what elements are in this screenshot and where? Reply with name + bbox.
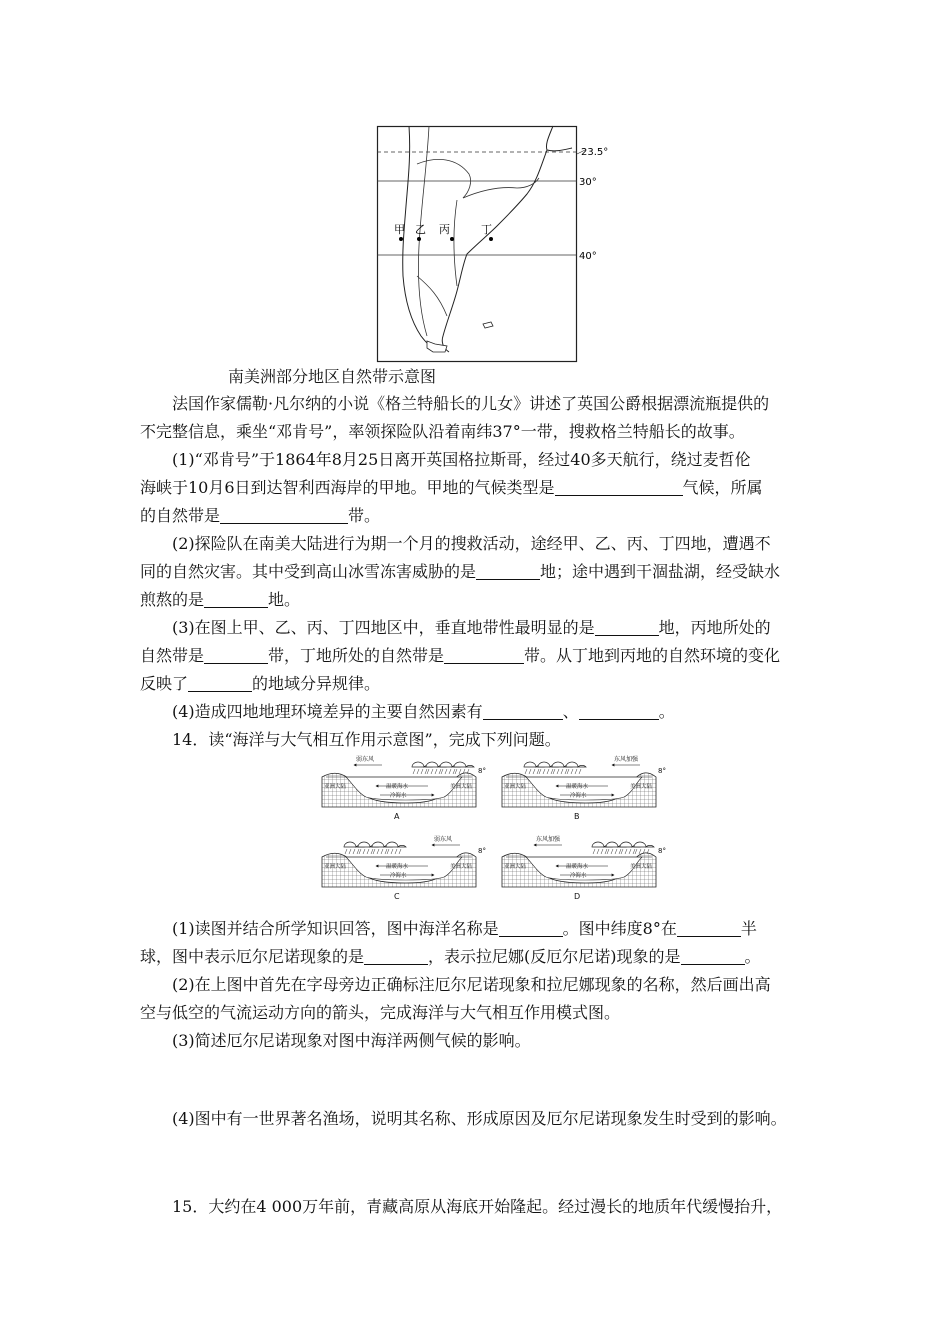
- warm-water-label: 温暖海水: [566, 784, 589, 790]
- rain-icon: [611, 849, 613, 854]
- rain-icon: [371, 849, 373, 854]
- rain-icon: [579, 769, 581, 774]
- answer-blank[interactable]: [204, 591, 268, 608]
- answer-blank[interactable]: [364, 948, 428, 965]
- q2-line-3: 煎熬的是 地。: [140, 590, 301, 609]
- rain-icon: [547, 769, 549, 774]
- panel-label: A: [394, 812, 400, 821]
- point-yi: [417, 237, 421, 241]
- asia-label: 亚洲大陆: [504, 784, 527, 790]
- america-label: 美洲大陆: [630, 864, 653, 870]
- america-label: 美洲大陆: [630, 784, 653, 790]
- label-bing: 丙: [439, 223, 450, 236]
- q14-2-line-1: (2)在上图中首先在字母旁边正确标注厄尔尼诺现象和拉尼娜现象的名称，然后画出高: [172, 975, 771, 994]
- ocean-atmosphere-diagram: [316, 755, 664, 915]
- q4-line: (4)造成四地地理环境差异的主要自然因素有 、 。: [172, 702, 675, 721]
- rain-icon: [445, 769, 447, 774]
- rain-icon: [551, 769, 553, 774]
- rain-icon: [597, 849, 599, 854]
- point-bing: [450, 237, 454, 241]
- answer-blank[interactable]: [444, 647, 524, 664]
- rain-icon: [387, 849, 389, 854]
- rain-icon: [633, 849, 635, 854]
- rain-icon: [593, 849, 595, 854]
- q3-line-3: 反映了 的地域分异规律。: [140, 674, 381, 693]
- rain-icon: [553, 769, 555, 774]
- rain-icon: [539, 769, 541, 774]
- answer-blank[interactable]: [188, 675, 252, 692]
- rain-icon: [417, 769, 419, 774]
- rain-icon: [449, 769, 451, 774]
- cloud-icon: [454, 762, 474, 767]
- rain-icon: [639, 849, 641, 854]
- answer-blank[interactable]: [220, 507, 348, 524]
- rain-icon: [635, 849, 637, 854]
- rain-icon: [359, 849, 361, 854]
- rain-icon: [565, 769, 567, 774]
- q2-line-2: 同的自然灾害。其中受到高山冰雪冻害威胁的是 地；途中遇到干涸盐湖，经受缺水: [140, 562, 781, 581]
- rain-icon: [353, 849, 355, 854]
- label-ding: 丁: [481, 223, 492, 236]
- latitude-label: 8°: [478, 847, 486, 855]
- rain-icon: [571, 769, 573, 774]
- q1-line-1: (1)“邓肯号”于1864年8月25日离开英国格拉斯哥，经过40多天航行，绕过麦哲伦: [172, 450, 751, 469]
- latitude-label: 8°: [658, 847, 666, 855]
- rain-icon: [619, 849, 621, 854]
- q3-line-1: (3)在图上甲、乙、丙、丁四地区中，垂直地带性最明显的是 地，丙地所处的: [172, 618, 771, 637]
- rain-icon: [459, 769, 461, 774]
- answer-blank[interactable]: [681, 948, 745, 965]
- rain-icon: [621, 849, 623, 854]
- america-label: 美洲大陆: [450, 784, 473, 790]
- answer-blank[interactable]: [595, 619, 659, 636]
- rain-icon: [607, 849, 609, 854]
- rain-icon: [421, 769, 423, 774]
- point-ding: [489, 237, 493, 241]
- rain-icon: [377, 849, 379, 854]
- rain-icon: [345, 849, 347, 854]
- rain-icon: [431, 769, 433, 774]
- map-lat-labels: [577, 140, 617, 270]
- rain-icon: [543, 769, 545, 774]
- q2-line-1: (2)探险队在南美大陆进行为期一个月的搜救活动，途经甲、乙、丙、丁四地，遭遇不: [172, 534, 771, 553]
- q15-line: 15．大约在4 000万年前，青藏高原从海底开始隆起。经过漫长的地质年代缓慢抬升，: [172, 1197, 783, 1216]
- panel-C: [322, 835, 486, 901]
- asia-label: 亚洲大陆: [324, 864, 347, 870]
- rain-icon: [413, 769, 415, 774]
- rain-icon: [533, 769, 535, 774]
- cold-water-label: 冷海水: [570, 873, 587, 879]
- cloud-icon: [386, 842, 406, 847]
- q14-1-line-2: 球，图中表示厄尔尼诺现象的是 ，表示拉尼娜(反厄尔尼诺)现象的是 。: [140, 947, 761, 966]
- rain-icon: [525, 769, 527, 774]
- asia-label: 亚洲大陆: [504, 864, 527, 870]
- rain-icon: [601, 849, 603, 854]
- warm-water-label: 温暖海水: [386, 864, 409, 870]
- panel-A: [322, 755, 486, 821]
- cold-water-label: 冷海水: [390, 793, 407, 799]
- q14-3: (3)简述厄尔尼诺现象对图中海洋两侧气候的影响。: [172, 1031, 531, 1050]
- wind-label: 东风加强: [614, 756, 639, 763]
- wind-label: 弱东风: [434, 836, 453, 843]
- answer-blank[interactable]: [483, 703, 563, 720]
- rain-icon: [425, 769, 427, 774]
- q1-line-2: 海峡于10月6日到达智利西海岸的甲地。甲地的气候类型是 气候，所属: [140, 478, 763, 497]
- rain-icon: [605, 849, 607, 854]
- panel-B: [502, 755, 666, 821]
- label-yi: 乙: [415, 223, 426, 236]
- panel-label: D: [574, 892, 581, 901]
- lat-label-40: 40°: [579, 251, 597, 262]
- rain-icon: [529, 769, 531, 774]
- lat-label-30: 30°: [579, 177, 597, 188]
- warm-water-label: 温暖海水: [386, 784, 409, 790]
- rain-icon: [557, 769, 559, 774]
- wind-label: 东风加强: [536, 836, 561, 843]
- rain-icon: [427, 769, 429, 774]
- rain-icon: [395, 849, 397, 854]
- rain-icon: [363, 849, 365, 854]
- q14-1-line-1: (1)读图并结合所学知识回答，图中海洋名称是 。图中纬度8°在 半: [172, 919, 757, 938]
- rain-icon: [435, 769, 437, 774]
- rain-icon: [537, 769, 539, 774]
- rain-icon: [367, 849, 369, 854]
- rain-icon: [625, 849, 627, 854]
- rain-icon: [357, 849, 359, 854]
- asia-label: 亚洲大陆: [324, 784, 347, 790]
- answer-blank[interactable]: [204, 647, 268, 664]
- rain-icon: [453, 769, 455, 774]
- cloud-icon: [566, 762, 586, 767]
- lat-label-23: 23.5°: [581, 147, 609, 158]
- rain-icon: [441, 769, 443, 774]
- wind-label: 弱东风: [356, 756, 375, 763]
- answer-blank[interactable]: [499, 920, 563, 937]
- map-caption: 南美洲部分地区自然带示意图: [228, 367, 437, 386]
- q3-line-2: 自然带是 带，丁地所处的自然带是 带。从丁地到丙地的自然环境的变化: [140, 646, 781, 665]
- panel-label: C: [394, 892, 400, 901]
- answer-blank[interactable]: [677, 920, 741, 937]
- answer-blank[interactable]: [555, 479, 683, 496]
- rain-icon: [575, 769, 577, 774]
- warm-water-label: 温暖海水: [566, 864, 589, 870]
- rain-icon: [629, 849, 631, 854]
- rain-icon: [561, 769, 563, 774]
- south-america-map: [377, 126, 577, 362]
- rain-icon: [567, 769, 569, 774]
- rain-icon: [615, 849, 617, 854]
- latitude-label: 8°: [478, 767, 486, 775]
- rain-icon: [439, 769, 441, 774]
- point-jia: [399, 237, 403, 241]
- intro-line-2: 不完整信息，乘坐“邓肯号”，率领探险队沿着南纬37°一带，搜救格兰特船长的故事。: [140, 422, 745, 441]
- label-jia: 甲: [394, 223, 405, 236]
- q14-title: 14．读“海洋与大气相互作用示意图”，完成下列问题。: [172, 730, 561, 749]
- cold-water-label: 冷海水: [390, 873, 407, 879]
- panel-D: [502, 835, 666, 901]
- cloud-icon: [634, 842, 654, 847]
- intro-line-1: 法国作家儒勒·凡尔纳的小说《格兰特船长的儿女》讲述了英国公爵根据漂流瓶提供的: [172, 394, 770, 413]
- cold-water-label: 冷海水: [570, 793, 587, 799]
- latitude-label: 8°: [658, 767, 666, 775]
- q1-line-3: 的自然带是 带。: [140, 506, 381, 525]
- answer-blank[interactable]: [579, 703, 659, 720]
- rain-icon: [391, 849, 393, 854]
- rain-icon: [381, 849, 383, 854]
- answer-blank[interactable]: [476, 563, 540, 580]
- rain-icon: [385, 849, 387, 854]
- rain-icon: [349, 849, 351, 854]
- rain-icon: [373, 849, 375, 854]
- rain-icon: [399, 849, 401, 854]
- rain-icon: [455, 769, 457, 774]
- panel-label: B: [574, 812, 580, 821]
- q14-4: (4)图中有一世界著名渔场，说明其名称、形成原因及厄尔尼诺现象发生时受到的影响。: [172, 1109, 787, 1128]
- q14-2-line-2: 空与低空的气流运动方向的箭头，完成海洋与大气相互作用模式图。: [140, 1003, 621, 1022]
- america-label: 美洲大陆: [450, 864, 473, 870]
